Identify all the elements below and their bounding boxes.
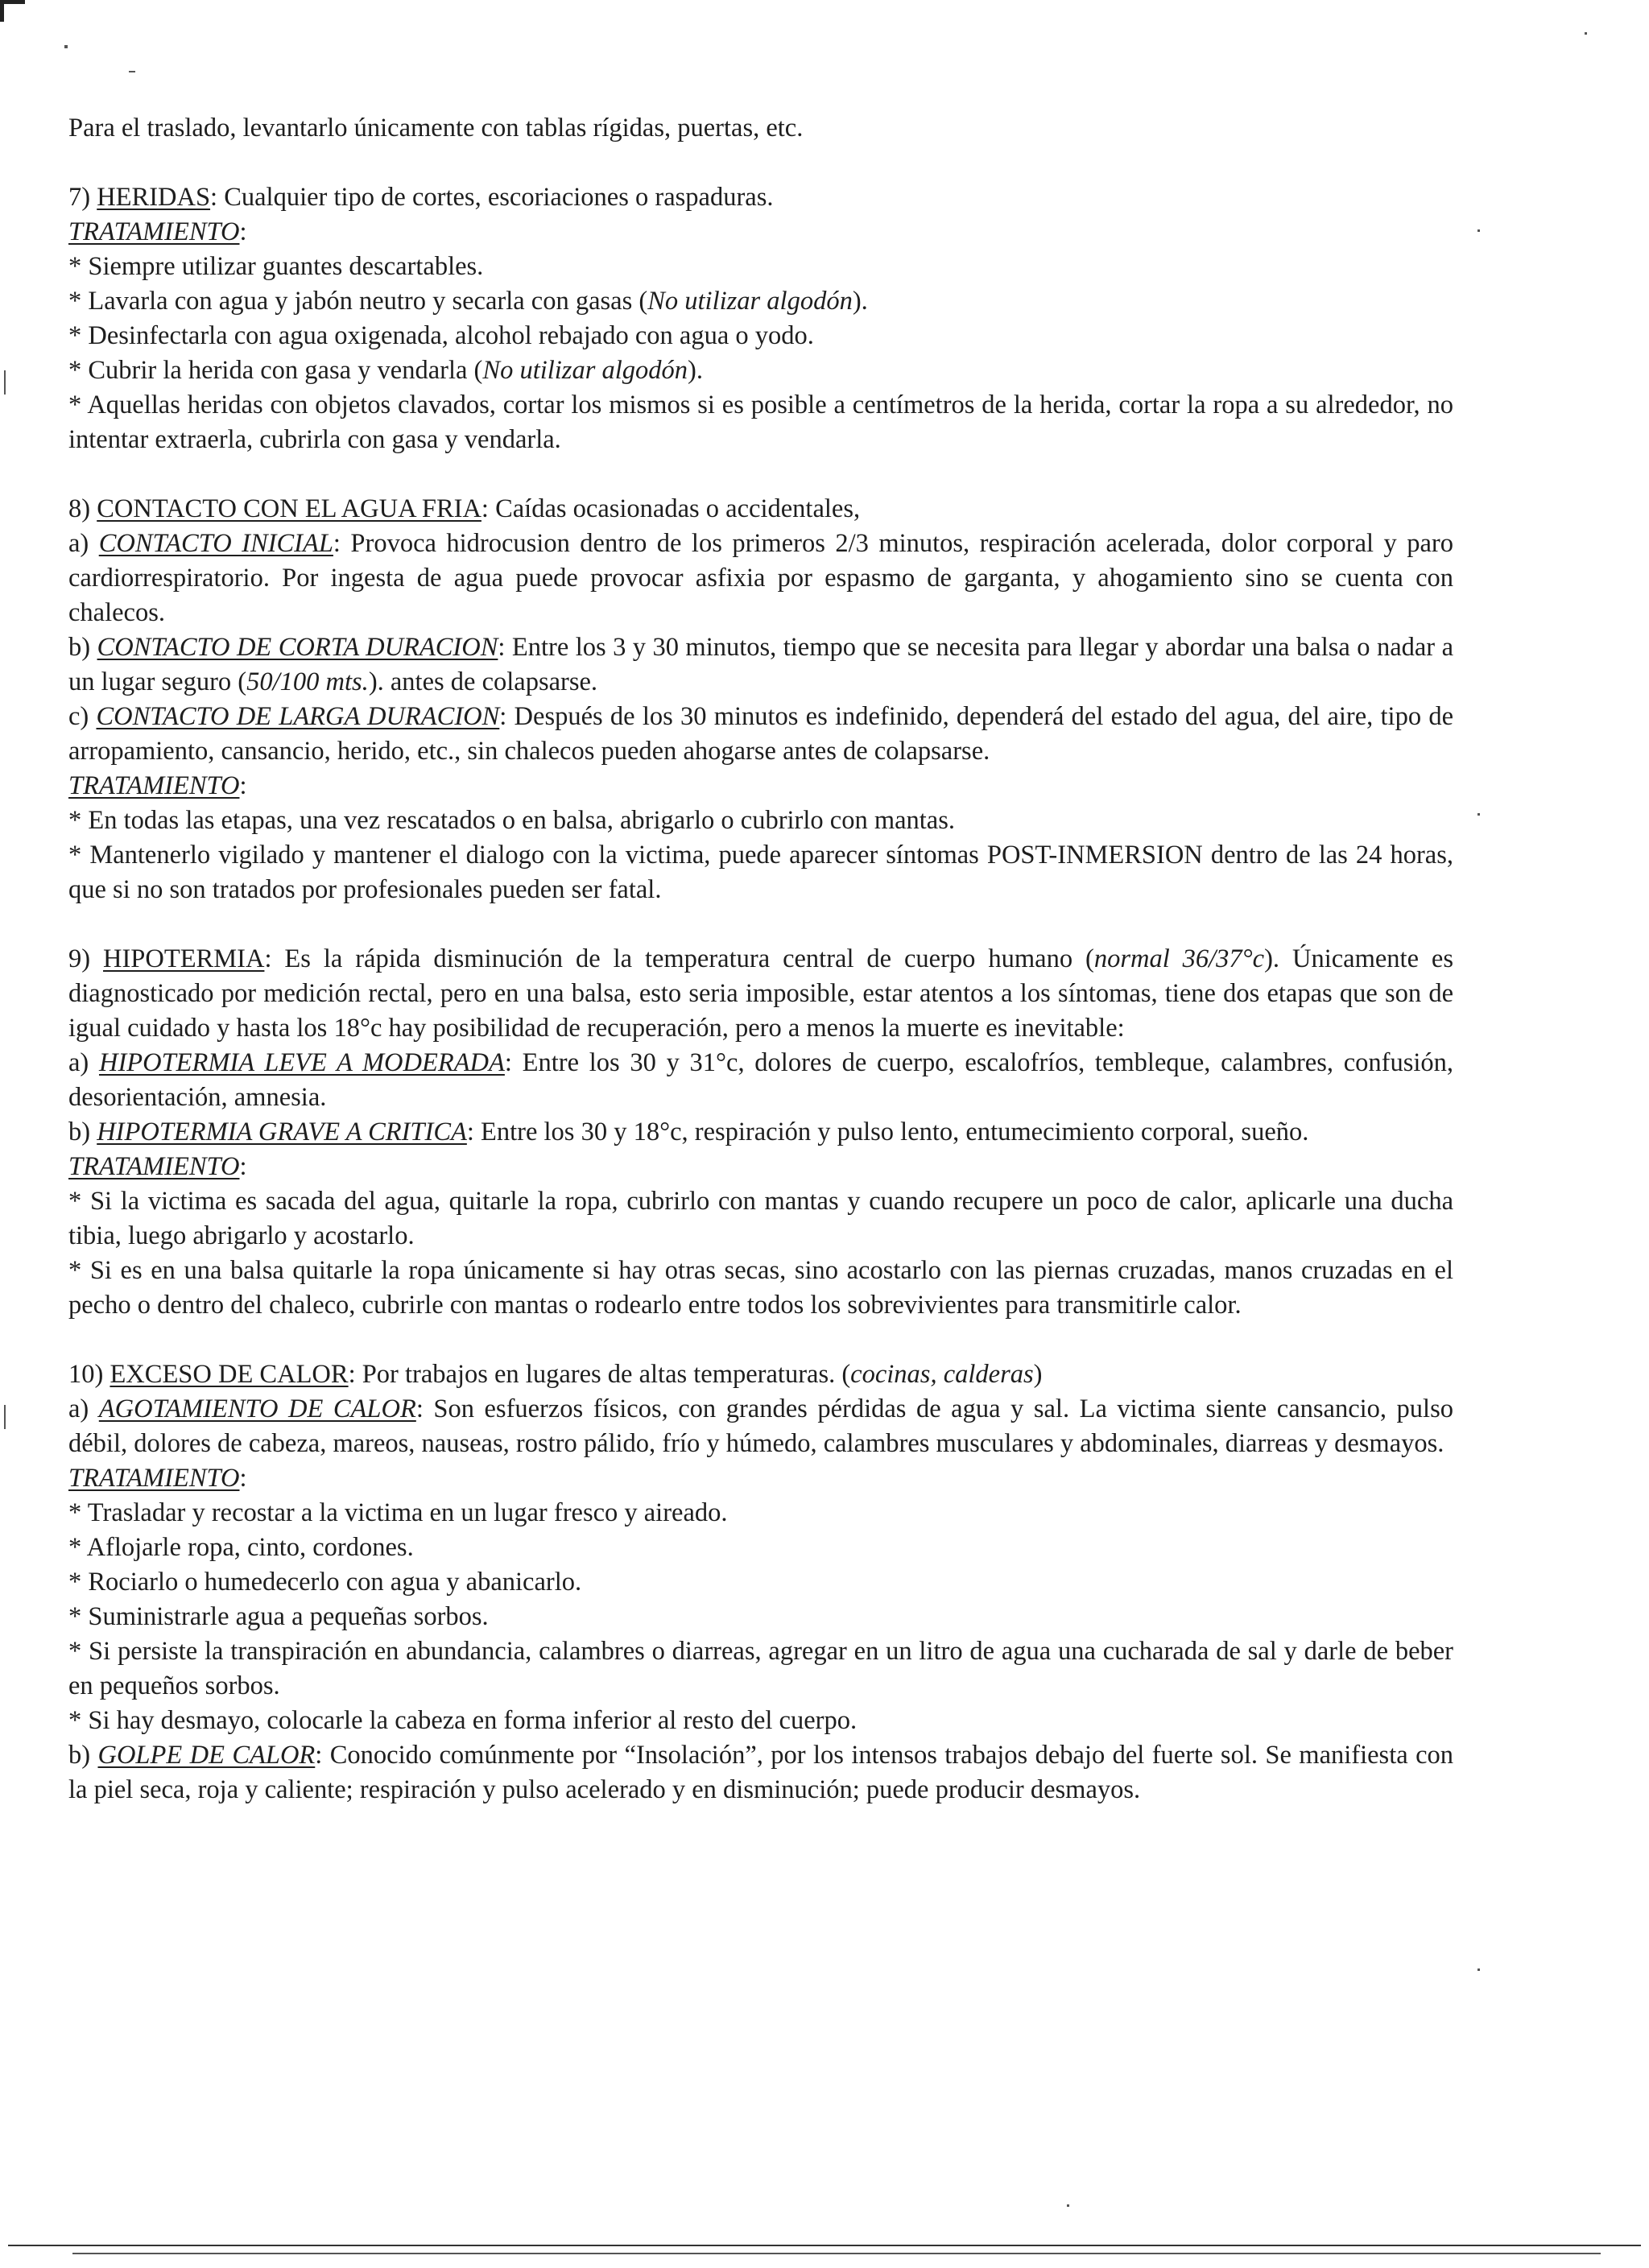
section-10-italic: cocinas, calderas xyxy=(850,1360,1034,1389)
treatment-heading: TRATAMIENTO xyxy=(68,1464,240,1493)
spacer xyxy=(68,1323,1453,1357)
section-8-item-b xyxy=(68,630,1453,700)
item-heading: HIPOTERMIA GRAVE A CRITICA xyxy=(97,1117,467,1146)
scan-speck xyxy=(1477,1968,1480,1971)
section-8-description: : Caídas ocasionadas o accidentales, xyxy=(481,494,861,523)
section-7-bullet-3: * Desinfectarla con agua oxigenada, alcohol rebajado con agua o yodo. xyxy=(68,321,814,350)
page-bottom-rule xyxy=(8,2245,1641,2246)
page-bottom-rule xyxy=(72,2253,1601,2254)
colon: : xyxy=(239,1152,247,1181)
item-text: : Son esfuerzos físicos, con grandes pérdidas de agua y sal. La victima siente cansancio, pulso débil, dolores de cabeza, mareos, nauseas, rostro pálido, frío y húmedo, calambres musculares y abdominales, diarreas y desmayos. xyxy=(68,1394,1453,1458)
section-9-heading: HIPOTERMIA xyxy=(103,944,265,973)
section-10-heading: EXCESO DE CALOR xyxy=(110,1360,349,1389)
item-letter: b) xyxy=(68,633,97,662)
section-7-heading: HERIDAS xyxy=(97,183,211,212)
item-letter: b) xyxy=(68,1741,98,1770)
item-heading: CONTACTO DE LARGA DURACION xyxy=(96,702,500,731)
section-number: 9) xyxy=(68,944,104,973)
section-9-bullet-1: * Si la victima es sacada del agua, quitarle la ropa, cubrirlo con mantas y cuando recupere un poco de calor, aplicarle una ducha tibia, luego abrigarlo y acostarlo. xyxy=(68,1187,1453,1250)
bullet-text: ). xyxy=(688,356,703,385)
treatment-label xyxy=(68,1461,1453,1496)
scan-corner-mark xyxy=(0,0,25,22)
treatment-heading: TRATAMIENTO xyxy=(68,771,240,800)
treatment-label xyxy=(68,215,1453,250)
bullet-italic: No utilizar algodón xyxy=(482,356,688,385)
section-7-bullet-5: * Aquellas heridas con objetos clavados, cortar los mismos si es posible a centímetros de la herida, cortar la ropa a su alrededor, no intentar extraerla, cubrirla con gasa y vendarla. xyxy=(68,390,1453,454)
scan-speck xyxy=(1585,32,1587,35)
section-number: 7) xyxy=(68,183,97,212)
section-10-description-end: ) xyxy=(1033,1360,1043,1389)
section-9-item-a xyxy=(68,1046,1453,1115)
section-number: 10) xyxy=(68,1360,110,1389)
section-10-item-b xyxy=(68,1738,1453,1807)
intro-line xyxy=(68,111,1453,146)
section-10-bullet-5: * Si persiste la transpiración en abundancia, calambres o diarreas, agregar en un litro de agua una cucharada de sal y darle de beber en pequeños sorbos. xyxy=(68,1637,1453,1700)
treatment-heading: TRATAMIENTO xyxy=(68,217,240,246)
item-letter: c) xyxy=(68,702,97,731)
bullet-italic: No utilizar algodón xyxy=(647,287,853,316)
colon: : xyxy=(239,1464,247,1493)
item-heading: CONTACTO DE CORTA DURACION xyxy=(97,633,498,662)
bullet-text: ). xyxy=(852,287,868,316)
section-8-item-a xyxy=(68,527,1453,630)
item-letter: a) xyxy=(68,529,99,558)
section-8-item-c xyxy=(68,700,1453,769)
section-9-item-b xyxy=(68,1115,1453,1150)
scan-edge-mark xyxy=(4,1405,6,1429)
item-heading: GOLPE DE CALOR xyxy=(97,1741,316,1770)
scan-speck xyxy=(1477,229,1480,232)
section-7-title xyxy=(68,180,1453,215)
item-text: ). antes de colapsarse. xyxy=(368,667,598,696)
section-10-bullet-4: * Suministrarle agua a pequeñas sorbos. xyxy=(68,1602,489,1631)
item-text: : Después de los 30 minutos es indefinido, dependerá del estado del agua, del aire, tipo de arropamiento, cansancio, herido, etc., sin chalecos pueden ahogarse antes de colapsarse. xyxy=(68,702,1453,766)
intro-text: Para el traslado, levantarlo únicamente con tablas rígidas, puertas, etc. xyxy=(68,114,804,143)
section-7-bullet-4 xyxy=(68,353,1453,388)
section-10-bullet-1: * Trasladar y recostar a la victima en un lugar fresco y aireado. xyxy=(68,1498,728,1527)
item-heading: CONTACTO INICIAL xyxy=(98,529,333,558)
section-8-title xyxy=(68,492,1453,527)
section-number: 8) xyxy=(68,494,97,523)
item-letter: a) xyxy=(68,1394,99,1423)
item-text: : Provoca hidrocusion dentro de los primeros 2/3 minutos, respiración acelerada, dolor corporal y paro cardiorrespiratorio. Por ingesta de agua puede provocar asfixia por espasmo de garganta, y ahogamiento sino se cuenta con chalecos. xyxy=(68,529,1454,627)
spacer xyxy=(68,457,1453,492)
item-heading: AGOTAMIENTO DE CALOR xyxy=(98,1394,416,1423)
section-10-description: : Por trabajos en lugares de altas temperaturas. ( xyxy=(348,1360,851,1389)
section-8-bullet-2: * Mantenerlo vigilado y mantener el dialogo con la victima, puede aparecer síntomas POST-INMERSION dentro de las 24 horas, que si no son tratados por profesionales pueden ser fatal. xyxy=(68,841,1453,904)
section-8-heading: CONTACTO CON EL AGUA FRIA xyxy=(97,494,481,523)
document-page xyxy=(68,111,1453,1807)
item-text: : Entre los 30 y 31°c, dolores de cuerpo, escalofríos, tembleque, calambres, confusión, desorientación, amnesia. xyxy=(68,1048,1454,1112)
treatment-label xyxy=(68,1150,1453,1184)
item-text: : Entre los 3 y 30 minutos, tiempo que se necesita para llegar y abordar una balsa o nadar a un lugar seguro ( xyxy=(68,633,1453,696)
section-10-bullet-6: * Si hay desmayo, colocarle la cabeza en forma inferior al resto del cuerpo. xyxy=(68,1706,858,1735)
bullet-text: * Cubrir la herida con gasa y vendarla ( xyxy=(68,356,483,385)
item-heading: HIPOTERMIA LEVE A MODERADA xyxy=(98,1048,505,1077)
scan-speck xyxy=(1067,2204,1069,2207)
spacer xyxy=(68,146,1453,180)
colon: : xyxy=(239,217,247,246)
treatment-heading: TRATAMIENTO xyxy=(68,1152,240,1181)
treatment-label xyxy=(68,769,1453,804)
section-8-bullet-1: * En todas las etapas, una vez rescatados o en balsa, abrigarlo o cubrirlo con mantas. xyxy=(68,806,956,835)
section-9-italic: normal 36/37°c xyxy=(1093,944,1265,973)
scan-speck xyxy=(64,45,68,48)
item-text: : Conocido comúnmente por “Insolación”, por los intensos trabajos debajo del fuerte sol. Se manifiesta con la piel seca, roja y caliente; respiración y pulso acelerado y en disminución; puede producir desmayos. xyxy=(68,1741,1453,1804)
section-7-bullet-1: * Siempre utilizar guantes descartables. xyxy=(68,252,484,281)
bullet-text: * Lavarla con agua y jabón neutro y secarla con gasas ( xyxy=(68,287,648,316)
section-9-description: : Es la rápida disminución de la temperatura central de cuerpo humano ( xyxy=(264,944,1094,973)
section-10-bullet-3: * Rociarlo o humedecerlo con agua y abanicarlo. xyxy=(68,1568,582,1597)
section-7-bullet-2 xyxy=(68,284,1453,319)
scan-edge-mark xyxy=(4,370,6,395)
item-letter: b) xyxy=(68,1117,97,1146)
item-italic: 50/100 mts. xyxy=(246,667,369,696)
colon: : xyxy=(239,771,247,800)
section-10-bullet-2: * Aflojarle ropa, cinto, cordones. xyxy=(68,1533,414,1562)
scan-speck xyxy=(1477,813,1480,816)
section-9-description: ). Únicamente es diagnosticado por medición rectal, pero en una balsa, esto seria imposible, estar atentos a los síntomas, tiene dos etapas que son de igual cuidado y hasta los 18°c hay posibilidad de recuperación, pero a menos la muerte es inevitable: xyxy=(68,944,1453,1043)
section-9-title xyxy=(68,942,1453,1046)
section-9-bullet-2: * Si es en una balsa quitarle la ropa únicamente si hay otras secas, sino acostarlo con las piernas cruzadas, manos cruzadas en el pecho o dentro del chaleco, cubrirle con mantas o rodearlo entre todos los sobrevivientes para transmitirle calor. xyxy=(68,1256,1453,1320)
scan-speck xyxy=(129,71,135,72)
section-10-item-a xyxy=(68,1392,1453,1461)
item-text: : Entre los 30 y 18°c, respiración y pulso lento, entumecimiento corporal, sueño. xyxy=(466,1117,1309,1146)
section-7-description: : Cualquier tipo de cortes, escoriaciones o raspaduras. xyxy=(210,183,774,212)
item-letter: a) xyxy=(68,1048,99,1077)
spacer xyxy=(68,907,1453,942)
section-10-title xyxy=(68,1357,1453,1392)
